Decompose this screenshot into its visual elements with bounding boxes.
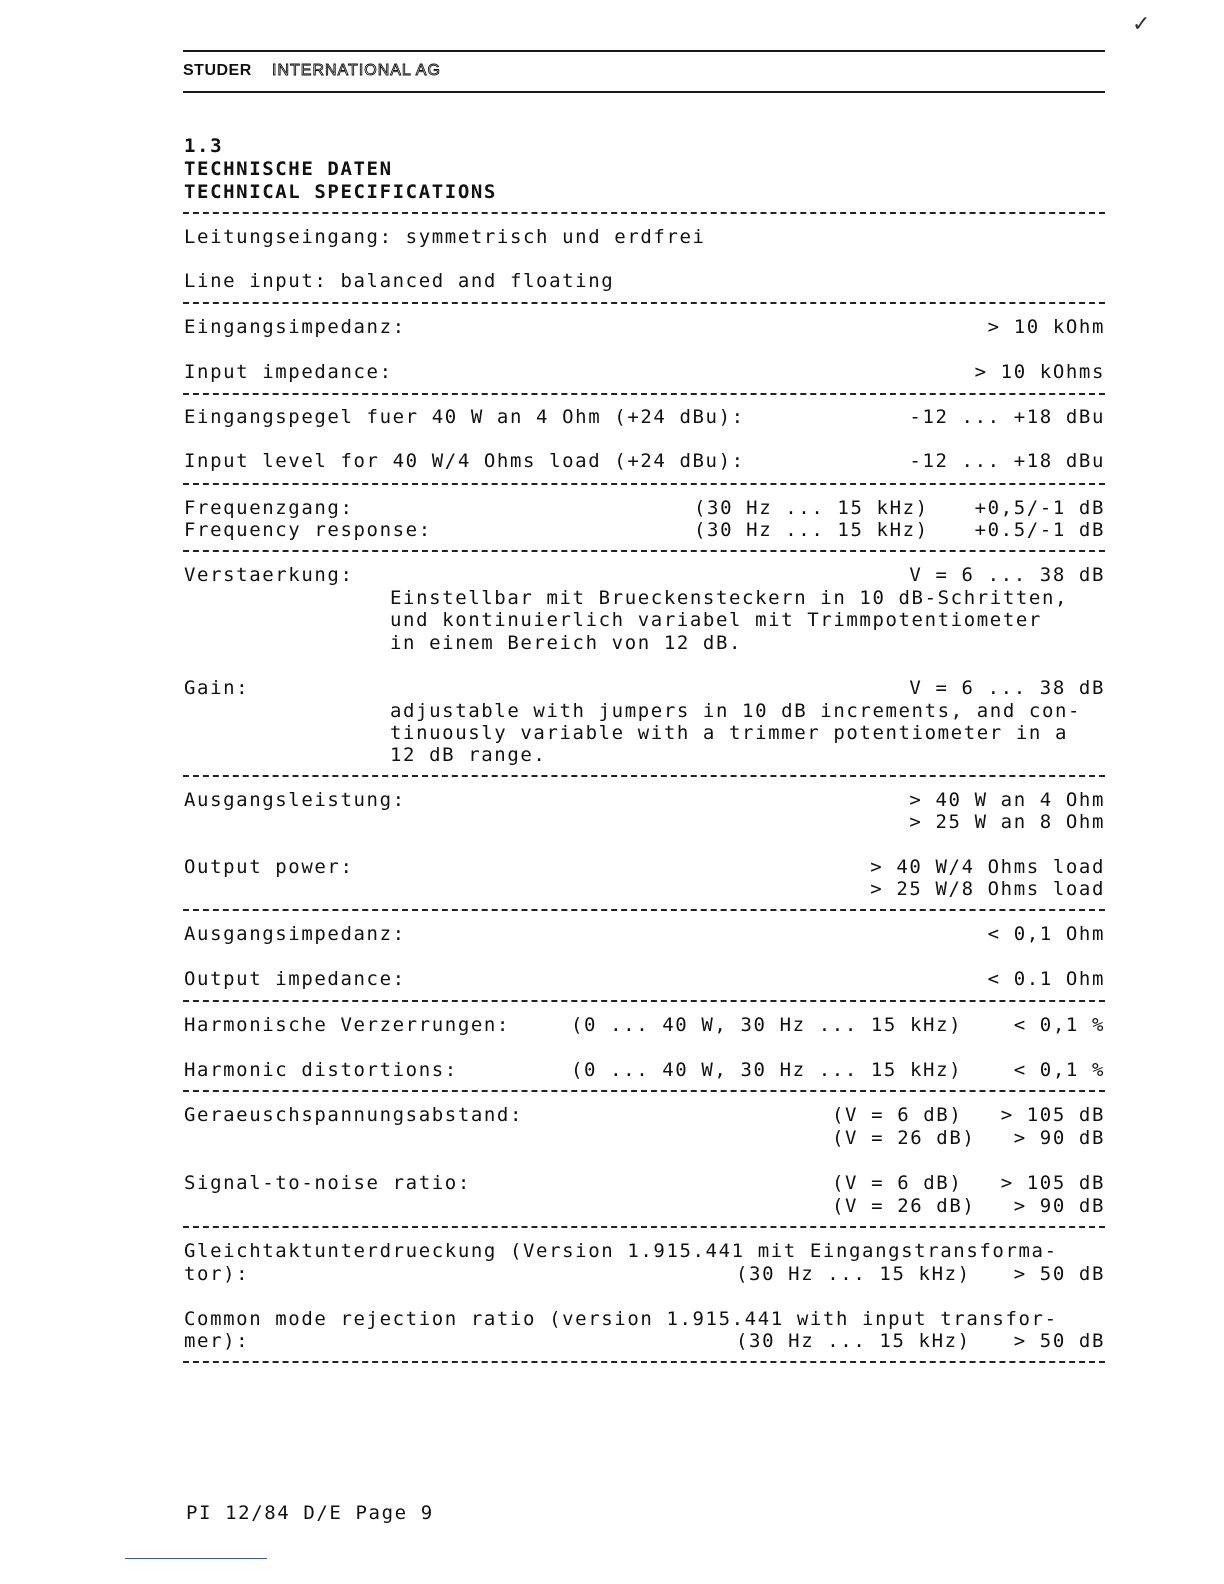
input-impedance-label-en: Input impedance: [184, 361, 393, 383]
gain-value-de: V = 6 ... 38 dB [909, 564, 1105, 586]
harmonic-distortion-value-de: < 0,1 % [1013, 1014, 1105, 1036]
cmrr-cond-de: (30 Hz ... 15 kHz) [736, 1263, 971, 1285]
divider [183, 1361, 1105, 1363]
harmonic-distortion-cond-en: (0 ... 40 W, 30 Hz ... 15 kHz) [571, 1059, 963, 1081]
frequency-response-value-en: +0.5/-1 dB [974, 519, 1105, 541]
cmrr-value-en: > 50 dB [1013, 1330, 1105, 1352]
frequency-response-cond-en: (30 Hz ... 15 kHz) [694, 519, 929, 541]
input-level-value-en: -12 ... +18 dBu [909, 450, 1105, 472]
snr-cond-en-2: (V = 26 dB) [832, 1195, 976, 1217]
snr-value-de-1: > 105 dB [1000, 1104, 1105, 1126]
divider [183, 483, 1105, 485]
output-power-label-en: Output power: [184, 856, 354, 878]
output-impedance-label-de: Ausgangsimpedanz: [184, 923, 406, 945]
check-mark: ✓ [1132, 12, 1151, 37]
brand-logo-international: INTERNATIONAL AG [272, 62, 441, 79]
output-impedance-label-en: Output impedance: [184, 968, 406, 990]
input-impedance-value-de: > 10 kOhm [987, 316, 1105, 338]
line-input-de: Leitungseingang: symmetrisch und erdfrei [184, 226, 706, 248]
snr-value-en-2: > 90 dB [1013, 1195, 1105, 1217]
gain-desc-de-2: und kontinuierlich variabel mit Trimmpotentiometer [390, 609, 1042, 631]
output-impedance-value-en: < 0.1 Ohm [987, 968, 1105, 990]
section-title-de: TECHNISCHE DATEN [184, 158, 393, 180]
divider [183, 1090, 1105, 1092]
frequency-response-value-de: +0,5/-1 dB [974, 497, 1105, 519]
divider [183, 212, 1105, 214]
gain-desc-en-3: 12 dB range. [390, 744, 547, 766]
output-power-value-de-2: > 25 W an 8 Ohm [909, 811, 1105, 833]
snr-cond-de-1: (V = 6 dB) [832, 1104, 963, 1126]
divider [183, 393, 1105, 395]
output-impedance-value-de: < 0,1 Ohm [987, 923, 1105, 945]
brand-logo-studer: STUDER [183, 62, 252, 79]
input-impedance-label-de: Eingangsimpedanz: [184, 316, 406, 338]
gain-label-de: Verstaerkung: [184, 564, 354, 586]
cmrr-label-de-1: Gleichtaktunterdrueckung (Version 1.915.441 mit Eingangstransforma- [184, 1240, 1058, 1262]
cmrr-label-en-1: Common mode rejection ratio (version 1.915.441 with input transfor- [184, 1308, 1058, 1330]
divider [183, 909, 1105, 911]
divider [183, 1000, 1105, 1002]
section-title-en: TECHNICAL SPECIFICATIONS [184, 181, 497, 203]
page-footer: PI 12/84 D/E Page 9 [186, 1502, 434, 1524]
input-level-value-de: -12 ... +18 dBu [909, 406, 1105, 428]
snr-label-de: Geraeuschspannungsabstand: [184, 1104, 524, 1126]
snr-value-en-1: > 105 dB [1000, 1172, 1105, 1194]
divider [183, 775, 1105, 777]
gain-desc-en-2: tinuously variable with a trimmer potentiometer in a [390, 722, 1069, 744]
divider [183, 1226, 1105, 1228]
input-level-label-de: Eingangspegel fuer 40 W an 4 Ohm (+24 dBu): [184, 406, 745, 428]
snr-cond-de-2: (V = 26 dB) [832, 1127, 976, 1149]
harmonic-distortion-value-en: < 0,1 % [1013, 1059, 1105, 1081]
output-power-label-de: Ausgangsleistung: [184, 789, 406, 811]
cmrr-value-de: > 50 dB [1013, 1263, 1105, 1285]
frequency-response-label-de: Frequenzgang: [184, 497, 354, 519]
input-level-label-en: Input level for 40 W/4 Ohms load (+24 dBu): [184, 450, 745, 472]
cmrr-cond-en: (30 Hz ... 15 kHz) [736, 1330, 971, 1352]
harmonic-distortion-label-en: Harmonic distortions: [184, 1059, 458, 1081]
harmonic-distortion-cond-de: (0 ... 40 W, 30 Hz ... 15 kHz) [571, 1014, 963, 1036]
cmrr-label-en-2: mer): [184, 1330, 250, 1352]
output-power-value-de-1: > 40 W an 4 Ohm [909, 789, 1105, 811]
input-impedance-value-en: > 10 kOhms [974, 361, 1105, 383]
gain-desc-de-1: Einstellbar mit Brueckensteckern in 10 dB-Schritten, [390, 587, 1069, 609]
footer-rule [125, 1558, 267, 1559]
gain-label-en: Gain: [184, 677, 250, 699]
header-rule [183, 91, 1105, 93]
snr-cond-en-1: (V = 6 dB) [832, 1172, 963, 1194]
frequency-response-cond-de: (30 Hz ... 15 kHz) [694, 497, 929, 519]
gain-desc-en-1: adjustable with jumpers in 10 dB increments, and con- [390, 700, 1082, 722]
output-power-value-en-1: > 40 W/4 Ohms load [870, 856, 1105, 878]
output-power-value-en-2: > 25 W/8 Ohms load [870, 878, 1105, 900]
snr-value-de-2: > 90 dB [1013, 1127, 1105, 1149]
frequency-response-label-en: Frequency response: [184, 519, 432, 541]
snr-label-en: Signal-to-noise ratio: [184, 1172, 471, 1194]
divider [183, 302, 1105, 304]
divider [183, 550, 1105, 552]
top-rule [183, 50, 1105, 52]
section-number: 1.3 [184, 135, 224, 157]
harmonic-distortion-label-de: Harmonische Verzerrungen: [184, 1014, 510, 1036]
cmrr-label-de-2: tor): [184, 1263, 250, 1285]
line-input-en: Line input: balanced and floating [184, 270, 615, 292]
gain-value-en: V = 6 ... 38 dB [909, 677, 1105, 699]
gain-desc-de-3: in einem Bereich von 12 dB. [390, 632, 743, 654]
